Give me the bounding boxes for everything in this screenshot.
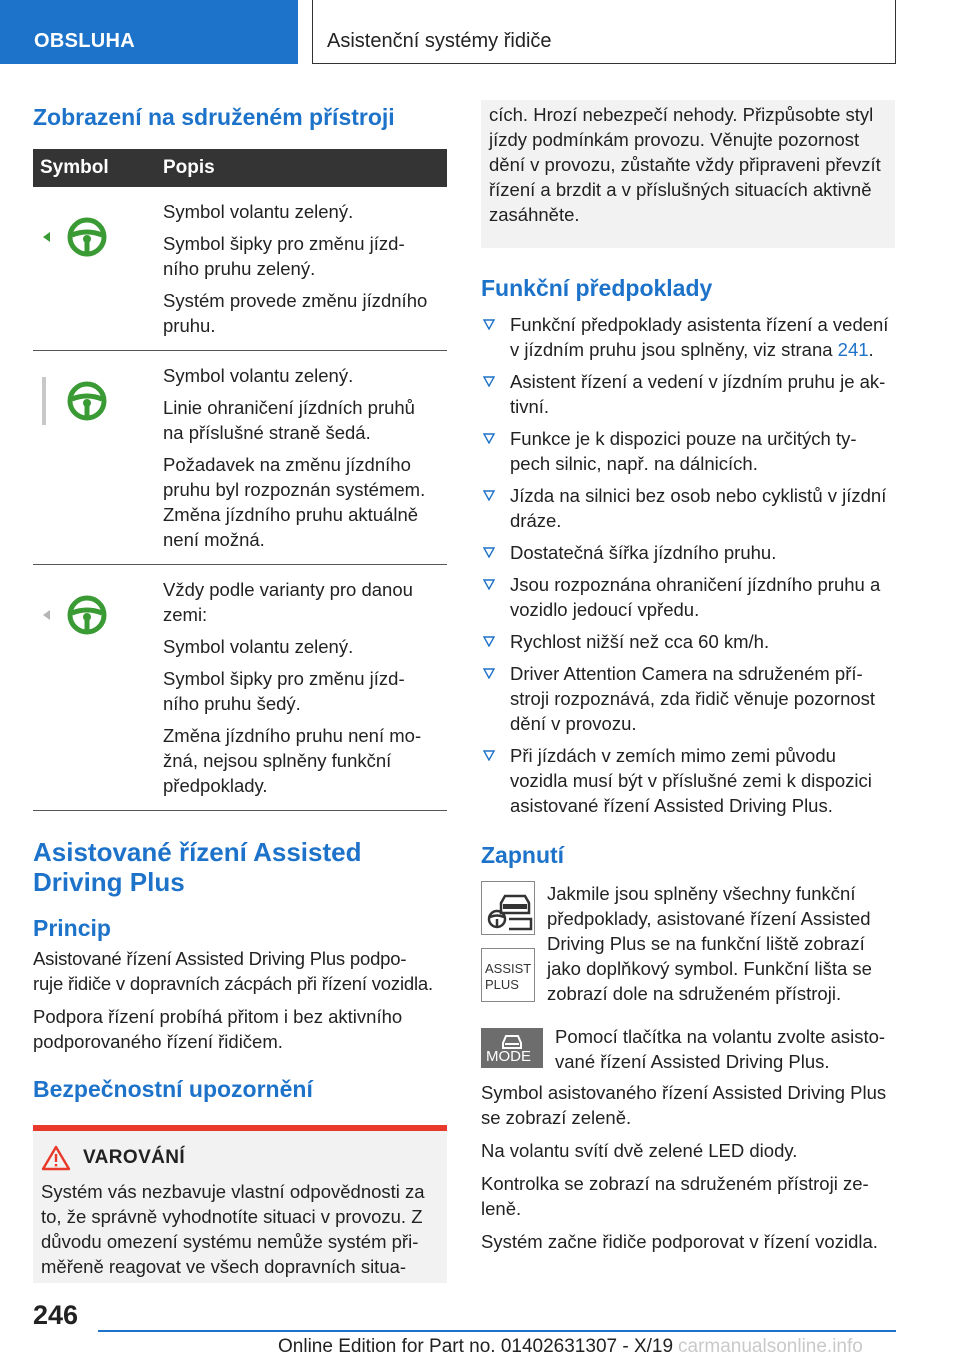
prereq-text: Jsou rozpoznána ohraničení jízdního pruhu a vozidlo jedoucí vpředu. xyxy=(510,574,881,620)
assisted-driving-title: Asistované řízení Assisted Driving Plus xyxy=(33,837,362,897)
triangle-bullet-icon xyxy=(483,319,495,330)
display-section-title: Zobrazení na sdruženém přístroji xyxy=(33,104,395,130)
footer-rule xyxy=(98,1330,896,1332)
list-item xyxy=(481,369,895,419)
warning-triangle-icon xyxy=(41,1145,71,1171)
triangle-bullet-icon xyxy=(483,750,495,761)
desc-line: Symbol volantu zelený. xyxy=(163,201,354,222)
table-row xyxy=(33,351,447,565)
desc-line: Vždy podle varianty pro danou zemi: xyxy=(163,579,413,625)
prereq-text: Funkční předpoklady asistenta řízení a vedení v jízdním pruhu jsou splněny, viz strana xyxy=(510,314,889,360)
triangle-bullet-icon xyxy=(483,668,495,679)
table-row xyxy=(33,565,447,811)
steering-wheel-arrow-left-grey-icon xyxy=(33,585,143,645)
warning-box-continued xyxy=(481,100,895,248)
zapnuti-paragraph-5: Kontrolka se zobrazí na sdruženém přístroji ze- leně. xyxy=(481,1173,869,1219)
page-number: 246 xyxy=(33,1300,79,1330)
assisted-driving-car-icon xyxy=(481,881,535,935)
princip-title: Princip xyxy=(33,915,111,941)
zapnuti-paragraph-1: Jakmile jsou splněny všechny funkční předpoklady, asistované řízení Assisted Driving Plus se na funkční liště zobrazí jako doplňkový symbol. Funkční lišta se zobrazí dole na sdruženém přístroji. xyxy=(547,883,872,1004)
list-item xyxy=(481,312,895,362)
zapnuti-paragraph-3: Symbol asistovaného řízení Assisted Driving Plus se zobrazí zeleně. xyxy=(481,1082,887,1128)
triangle-bullet-icon xyxy=(483,579,495,590)
zapnuti-paragraph-2: Pomocí tlačítka na volantu zvolte asisto- vané řízení Assisted Driving Plus. xyxy=(555,1026,886,1072)
safety-title: Bezpečnostní upozornění xyxy=(33,1076,313,1102)
assist-plus-icon xyxy=(481,948,535,1002)
footer-edition: Online Edition for Part no. 01402631307 - X/19 xyxy=(278,1336,674,1357)
zapnuti-title: Zapnutí xyxy=(481,842,565,868)
section-label: OBSLUHA xyxy=(34,30,135,52)
table-header-desc: Popis xyxy=(163,149,447,187)
desc-line: Změna jízdního pruhu není mo- žná, nejsou splněny funkční předpoklady. xyxy=(163,725,422,796)
prereq-text: Jízda na silnici bez osob nebo cyklistů v jízdní dráze. xyxy=(510,485,887,531)
mode-label: MODE xyxy=(486,1048,531,1065)
symbol-table xyxy=(33,149,447,811)
zapnuti-paragraph-4: Na volantu svítí dvě zelené LED diody. xyxy=(481,1140,798,1161)
table-cell-icon xyxy=(33,565,163,811)
left-column xyxy=(33,100,447,1283)
right-column xyxy=(481,100,895,1254)
list-item xyxy=(481,426,895,476)
desc-line: Symbol šipky pro změnu jízd- ního pruhu šedý. xyxy=(163,668,405,714)
triangle-bullet-icon xyxy=(483,636,495,647)
steering-wheel-arrow-left-green-icon xyxy=(33,207,143,267)
desc-line: Požadavek na změnu jízdního pruhu byl rozpoznán systémem. Změna jízdního pruhu aktuálně není možná. xyxy=(163,454,426,550)
mode-button-icon xyxy=(481,1028,543,1068)
prereq-text: Driver Attention Camera na sdruženém pří- stroji rozpoznává, zda řidič věnuje pozornost dění v provozu. xyxy=(510,663,876,734)
warning-text-continued: cích. Hrozí nebezpečí nehody. Přizpůsobte styl jízdy podmínkám provozu. Věnujte pozornost dění v provozu, zůstaňte vždy připraveni převzít řízení a brzdit a v příslušných situacích aktivně zasáhněte. xyxy=(489,104,881,225)
warning-box xyxy=(33,1125,447,1283)
desc-line: Systém provede změnu jízdního pruhu. xyxy=(163,290,428,336)
desc-line: Linie ohraničení jízdních pruhů na příslušné straně šedá. xyxy=(163,397,415,443)
prereq-title: Funkční předpoklady xyxy=(481,275,713,301)
list-item xyxy=(481,629,895,654)
table-cell-icon xyxy=(33,351,163,565)
table-cell-desc xyxy=(163,565,447,811)
prereq-text: Funkce je k dispozici pouze na určitých ty- pech silnic, např. na dálnicích. xyxy=(510,428,857,474)
zapnuti-block-1 xyxy=(481,881,895,1006)
warning-header xyxy=(41,1145,439,1171)
table-cell-desc xyxy=(163,187,447,351)
desc-line: Symbol volantu zelený. xyxy=(163,636,354,657)
prereq-text: Asistent řízení a vedení v jízdním pruhu je ak- tivní. xyxy=(510,371,886,417)
prereq-text: Při jízdách v zemích mimo zemi původu vozidla musí být v příslušné zemi k dispozici asistované řízení Assisted Driving Plus. xyxy=(510,745,872,816)
prereq-text: Dostatečná šířka jízdního pruhu. xyxy=(510,542,777,563)
page-link[interactable]: 241 xyxy=(837,339,869,360)
prereq-list xyxy=(481,312,895,818)
desc-line: Symbol šipky pro změnu jízd- ního pruhu zelený. xyxy=(163,233,405,279)
zapnuti-paragraph-6: Systém začne řidiče podporovat v řízení vozidla. xyxy=(481,1231,878,1252)
prereq-tail: . xyxy=(868,339,874,360)
list-item xyxy=(481,483,895,533)
chapter-header xyxy=(312,0,896,64)
zapnuti-block-2 xyxy=(481,1024,895,1074)
list-item xyxy=(481,572,895,622)
table-row xyxy=(33,187,447,351)
list-item xyxy=(481,540,895,565)
triangle-bullet-icon xyxy=(483,376,495,387)
steering-wheel-lane-line-grey-icon xyxy=(33,371,143,431)
footer-watermark: carmanualsonline.info xyxy=(678,1336,863,1357)
zapnuti-icons xyxy=(481,881,535,1006)
desc-line: Symbol volantu zelený. xyxy=(163,365,354,386)
assist-plus-label-2: PLUS xyxy=(485,977,519,992)
table-cell-icon xyxy=(33,187,163,351)
chapter-title: Asistenční systémy řidiče xyxy=(327,30,552,52)
triangle-bullet-icon xyxy=(483,490,495,501)
table-cell-desc xyxy=(163,351,447,565)
table-header-row xyxy=(33,149,447,187)
prereq-text: Rychlost nižší než cca 60 km/h. xyxy=(510,631,770,652)
warning-title: VAROVÁNÍ xyxy=(83,1147,186,1168)
triangle-bullet-icon xyxy=(483,433,495,444)
triangle-bullet-icon xyxy=(483,547,495,558)
assist-plus-label-1: ASSIST xyxy=(485,961,532,976)
princip-paragraph-2: Podpora řízení probíhá přitom i bez aktivního podporovaného řízení řidičem. xyxy=(33,1006,403,1052)
list-item xyxy=(481,661,895,736)
section-tab xyxy=(0,0,298,64)
princip-paragraph-1: Asistované řízení Assisted Driving Plus podpo- ruje řidiče v dopravních zácpách při řízení vozidla. xyxy=(33,948,433,994)
warning-text: Systém vás nezbavuje vlastní odpovědnosti za to, že správně vyhodnotíte situaci v provozu. Z důvodu omezení systému nemůže systém při- měřeně reagovat ve všech dopravních situa- xyxy=(41,1181,425,1277)
list-item xyxy=(481,743,895,818)
table-header-symbol: Symbol xyxy=(33,149,163,187)
